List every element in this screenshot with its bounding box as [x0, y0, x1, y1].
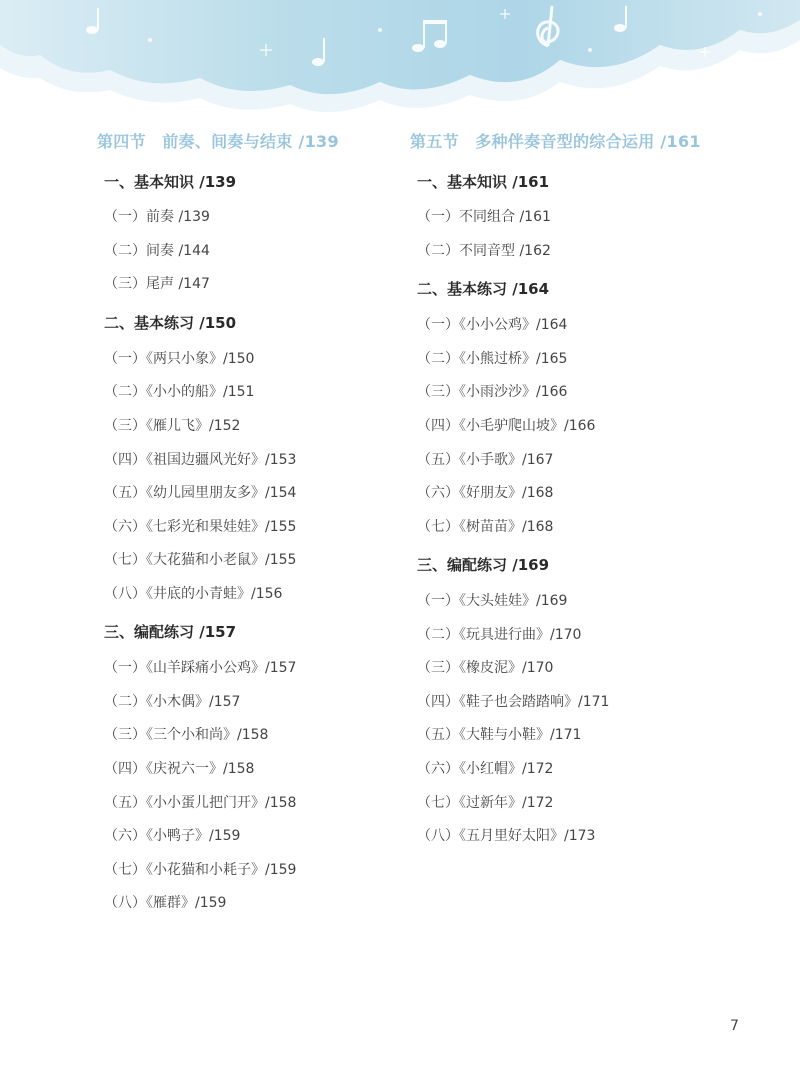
toc-item: （二）《小熊过桥》/165: [417, 351, 568, 367]
toc-item: （六）《小鸭子》/159: [104, 828, 241, 844]
toc-item: （五）《小小蛋儿把门开》/158: [104, 795, 297, 811]
subsection-heading: 三、编配练习 /157: [104, 623, 237, 641]
toc-item: （八）《雁群》/159: [104, 895, 227, 911]
toc-item: （三）《小雨沙沙》/166: [417, 384, 568, 400]
toc-item: （七）《大花猫和小老鼠》/155: [104, 552, 297, 568]
toc-item: （二）《小小的船》/151: [104, 384, 255, 400]
toc-item: （七）《过新年》/172: [417, 795, 554, 811]
section-title: 第四节 前奏、间奏与结束 /139: [97, 132, 339, 151]
subsection-heading: 二、基本练习 /164: [417, 280, 550, 298]
toc-item: （四）《小毛驴爬山坡》/166: [417, 418, 596, 434]
toc-item: （一）《大头娃娃》/169: [417, 593, 568, 609]
toc-item: （四）《庆祝六一》/158: [104, 761, 255, 777]
toc-item: （四）《祖国边疆风光好》/153: [104, 452, 297, 468]
toc-item: （五）《小手歌》/167: [417, 452, 554, 468]
toc-item: （七）《小花猫和小耗子》/159: [104, 862, 297, 878]
toc-item: （三）《雁儿飞》/152: [104, 418, 241, 434]
toc-item: （一）前奏 /139: [104, 209, 210, 225]
toc-item: （一）《小小公鸡》/164: [417, 317, 568, 333]
toc-item: （二）《小木偶》/157: [104, 694, 241, 710]
toc-item: （六）《小红帽》/172: [417, 761, 554, 777]
toc-item: （六）《七彩光和果娃娃》/155: [104, 519, 297, 535]
section-title: 第五节 多种伴奏音型的综合运用 /161: [410, 132, 701, 151]
subsection-heading: 二、基本练习 /150: [104, 314, 237, 332]
toc-item: （三）尾声 /147: [104, 276, 210, 292]
subsection-heading: 一、基本知识 /161: [417, 173, 550, 191]
toc-item: （二）不同音型 /162: [417, 243, 551, 259]
toc-item: （五）《大鞋与小鞋》/171: [417, 727, 582, 743]
toc-item: （七）《树苗苗》/168: [417, 519, 554, 535]
toc-item: （三）《三个小和尚》/158: [104, 727, 269, 743]
toc-item: （四）《鞋子也会踏踏响》/171: [417, 694, 610, 710]
toc-item: （八）《井底的小青蛙》/156: [104, 586, 283, 602]
toc-item: （六）《好朋友》/168: [417, 485, 554, 501]
toc-item: （二）间奏 /144: [104, 243, 210, 259]
page-number: 7: [730, 1018, 739, 1034]
header-banner: [0, 0, 800, 130]
toc-item: （五）《幼儿园里朋友多》/154: [104, 485, 297, 501]
toc-item: （一）《山羊踩痛小公鸡》/157: [104, 660, 297, 676]
toc-item: （三）《橡皮泥》/170: [417, 660, 554, 676]
toc-item: （一）《两只小象》/150: [104, 351, 255, 367]
toc-item: （一）不同组合 /161: [417, 209, 551, 225]
toc-item: （八）《五月里好太阳》/173: [417, 828, 596, 844]
toc-item: （二）《玩具进行曲》/170: [417, 627, 582, 643]
subsection-heading: 一、基本知识 /139: [104, 173, 237, 191]
subsection-heading: 三、编配练习 /169: [417, 556, 550, 574]
